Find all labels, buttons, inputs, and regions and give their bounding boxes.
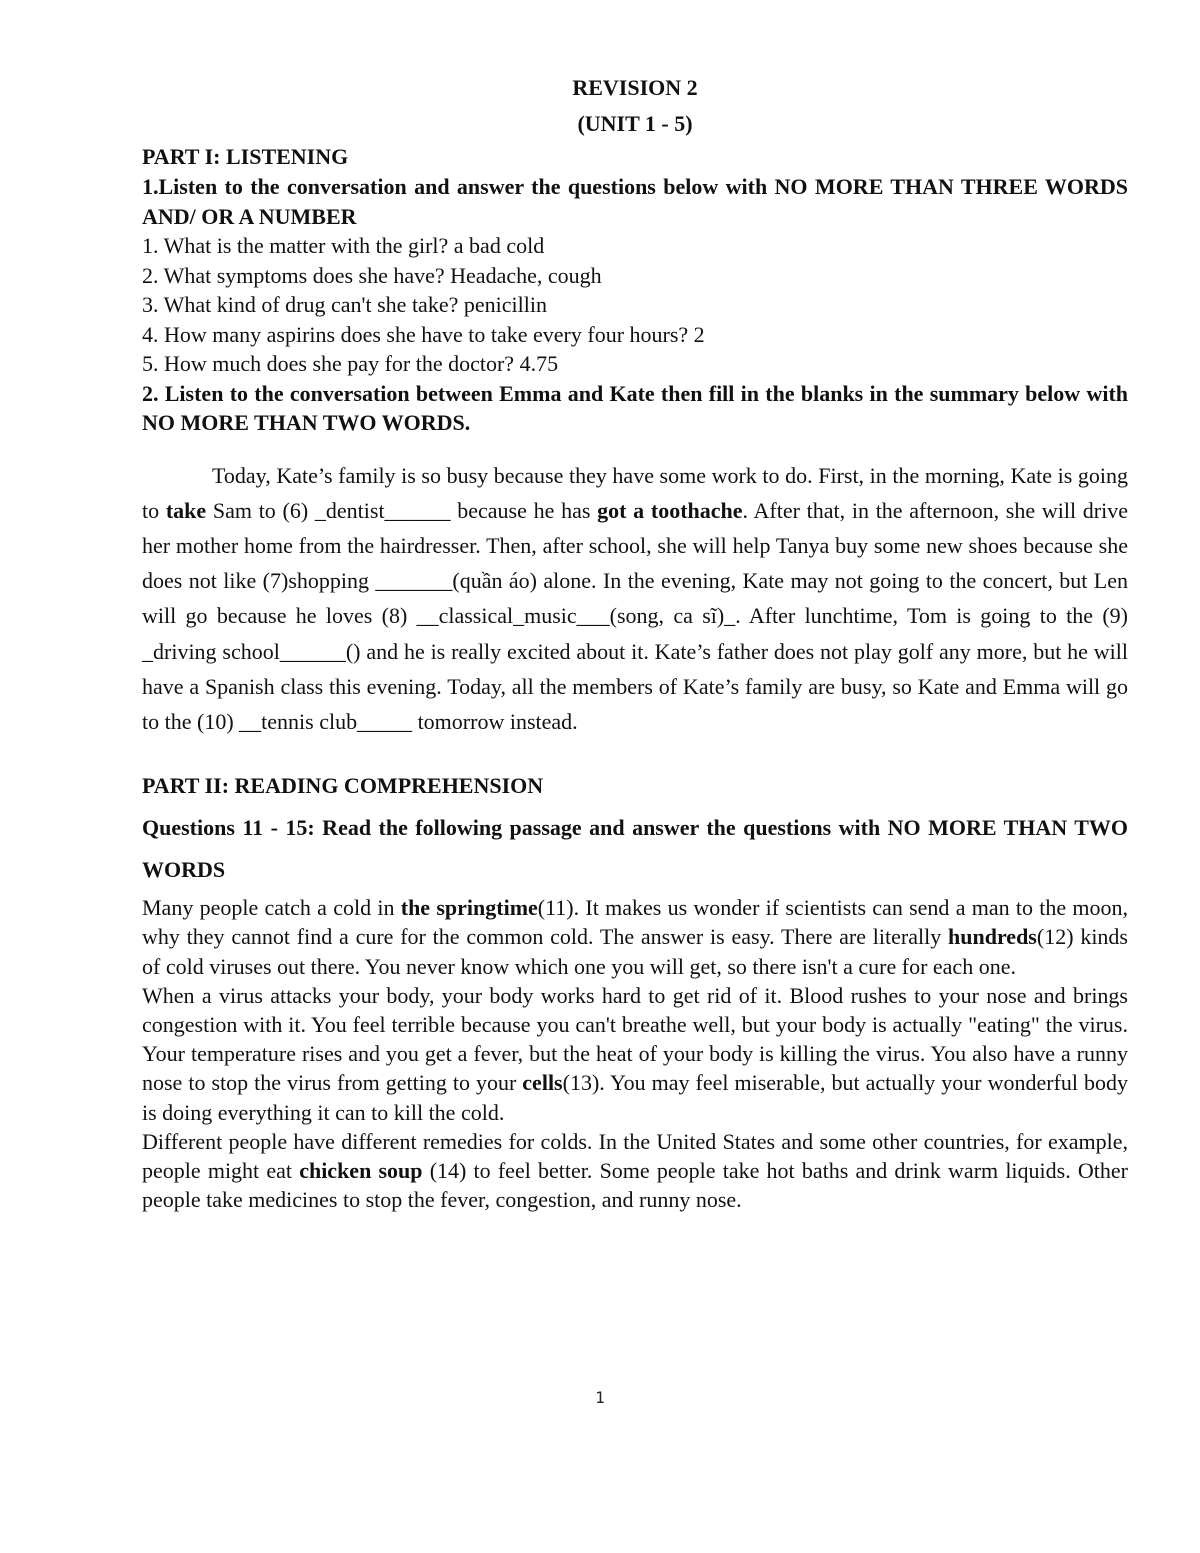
para1-bold-springtime: the springtime — [400, 895, 538, 921]
summary-text-3: . After that, in the afternoon, she will drive her mother home from the hairdresser. Then, after school, she will help Tanya buy some new shoes because she does not like (7)shopping _______(quần áo) alone. In the evening, Kate may not going to the concert, but Len will go because he loves (8) __classical_music___(song, ca sĩ)_. After lunchtime, Tom is going to the (9) _driving school______() and he is really excited about it. Kate’s father does not play golf any more, but he will have a Spanish class this evening. Today, all the members of Kate’s family are busy, so Kate and Emma will go to the (10) __tennis club_____ tomorrow instead. — [142, 497, 1128, 734]
para2-bold-cells: cells — [522, 1070, 563, 1096]
summary-paragraph — [142, 458, 1128, 740]
para3-text-2: (14) to feel better. Some people take hot baths and drink warm liquids. Other people take medicines to stop the fever, congestion, and runny nose. — [142, 1157, 1128, 1213]
task1-instruction: 1.Listen to the conversation and answer the questions below with NO MORE THAN THREE WORDS AND/ OR A NUMBER — [142, 174, 1128, 229]
page-number: 1 — [595, 1388, 605, 1407]
reading-paragraph-2 — [142, 981, 1128, 1127]
summary-text-1: Today, Kate’s family is so busy because they have some work to do. First, in the morning, Kate is going to — [142, 462, 1128, 523]
question-2: 2. What symptoms does she have? Headache, cough — [142, 262, 602, 288]
reading-paragraph-3 — [142, 1127, 1128, 1215]
para1-text-2: (11). It makes us wonder if scientists can send a man to the moon, why they cannot find a cure for the common cold. The answer is easy. There are literally — [142, 895, 1129, 950]
para1-bold-hundreds: hundreds — [948, 924, 1037, 950]
document-page — [142, 70, 1128, 1214]
question-1: 1. What is the matter with the girl? a bad cold — [142, 233, 545, 258]
document-title: REVISION 2 — [572, 75, 698, 100]
reading-instruction: Questions 11 - 15: Read the following passage and answer the questions with NO MORE THAN TWO WORDS — [142, 815, 1128, 883]
summary-bold-take: take — [165, 497, 207, 523]
para1-text-3: (12) kinds of cold viruses out there. You never know which one you will get, so there isn't a cure for each one. — [142, 924, 1128, 979]
para2-text-2: (13). You may feel miserable, but actually your wonderful body is doing everything it can to kill the cold. — [142, 1070, 1128, 1125]
summary-bold-toothache: got a toothache — [597, 497, 743, 523]
para3-text-1: Different people have different remedies for colds. In the United States and some other countries, for example, people might eat — [142, 1128, 1128, 1183]
task2-instruction: 2. Listen to the conversation between Emma and Kate then fill in the blanks in the summary below with NO MORE THAN TWO WORDS. — [142, 380, 1128, 435]
question-4: 4. How many aspirins does she have to take every four hours? 2 — [142, 321, 705, 347]
para2-text-1: When a virus attacks your body, your body works hard to get rid of it. Blood rushes to your nose and brings congestion with it. You feel terrible because you can't breathe well, but your body is actually "eating" the virus. Your temperature rises and you get a fever, but the heat of your body is killing the virus. You also have a runny nose to stop the virus from getting to your — [142, 982, 1128, 1096]
document-subtitle: (UNIT 1 - 5) — [577, 111, 693, 136]
part2-heading: PART II: READING COMPREHENSION — [142, 773, 544, 799]
summary-text-2: Sam to (6) _dentist______ because he has — [206, 497, 598, 523]
para1-text-1: Many people catch a cold in — [142, 895, 401, 921]
part1-heading: PART I: LISTENING — [142, 144, 349, 169]
para3-bold-chicken-soup: chicken soup — [299, 1157, 423, 1183]
reading-paragraph-1 — [142, 893, 1128, 981]
question-5: 5. How much does she pay for the doctor? 4.75 — [142, 351, 559, 376]
question-3: 3. What kind of drug can't she take? penicillin — [142, 292, 547, 317]
